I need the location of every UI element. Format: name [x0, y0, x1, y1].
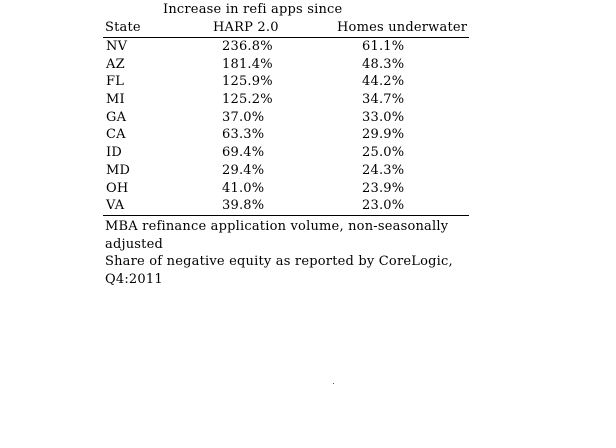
cell-underwater: 25.0%	[362, 145, 405, 161]
cell-state: GA	[106, 109, 127, 125]
column-header-row	[103, 20, 469, 37]
table-row	[103, 91, 469, 109]
table-row	[103, 56, 469, 74]
cell-state: MI	[106, 92, 125, 108]
column-header-underwater: Homes underwater	[337, 20, 468, 35]
cell-state: VA	[106, 198, 125, 214]
cell-state: ID	[106, 145, 122, 161]
cell-harp: 125.9%	[222, 74, 273, 90]
cell-state: CA	[106, 127, 126, 143]
table-row	[103, 126, 469, 144]
cell-underwater: 23.9%	[362, 180, 405, 196]
column-header-harp: HARP 2.0	[213, 20, 279, 35]
column-header-state: State	[105, 20, 141, 35]
table-row	[103, 73, 469, 91]
table-body	[103, 38, 469, 215]
cell-state: FL	[106, 74, 125, 90]
cell-underwater: 23.0%	[362, 198, 405, 214]
cell-underwater: 44.2%	[362, 74, 405, 90]
table-row	[103, 144, 469, 162]
cell-harp: 69.4%	[222, 145, 265, 161]
cell-harp: 29.4%	[222, 162, 265, 178]
cell-underwater: 29.9%	[362, 127, 405, 143]
cell-state: NV	[106, 39, 128, 54]
cell-underwater: 48.3%	[362, 56, 405, 72]
cell-harp: 41.0%	[222, 180, 265, 196]
table-row	[103, 38, 469, 56]
cell-underwater: 61.1%	[362, 39, 405, 54]
note-mba-source: MBA refinance application volume, non-seasonally adjusted	[105, 219, 449, 252]
table-row	[103, 180, 469, 198]
cell-harp: 39.8%	[222, 198, 265, 214]
note-corelogic-source: Share of negative equity as reported by CoreLogic, Q4:2011	[105, 254, 453, 287]
table-row	[103, 109, 469, 127]
cell-harp: 181.4%	[222, 56, 273, 72]
cell-harp: 37.0%	[222, 109, 265, 125]
table-row	[103, 197, 469, 215]
stray-dot	[333, 383, 334, 384]
cell-underwater: 34.7%	[362, 92, 405, 108]
cell-harp: 63.3%	[222, 127, 265, 143]
cell-state: AZ	[106, 56, 125, 72]
cell-state: OH	[106, 180, 129, 196]
cell-state: MD	[106, 162, 131, 178]
cell-harp: 125.2%	[222, 92, 273, 108]
table-row	[103, 162, 469, 180]
bottom-rule	[103, 215, 469, 216]
table-notes	[105, 218, 455, 288]
header-line-increase: Increase in refi apps since	[163, 2, 343, 17]
cell-underwater: 33.0%	[362, 109, 405, 125]
cell-underwater: 24.3%	[362, 162, 405, 178]
cell-harp: 236.8%	[222, 39, 273, 54]
